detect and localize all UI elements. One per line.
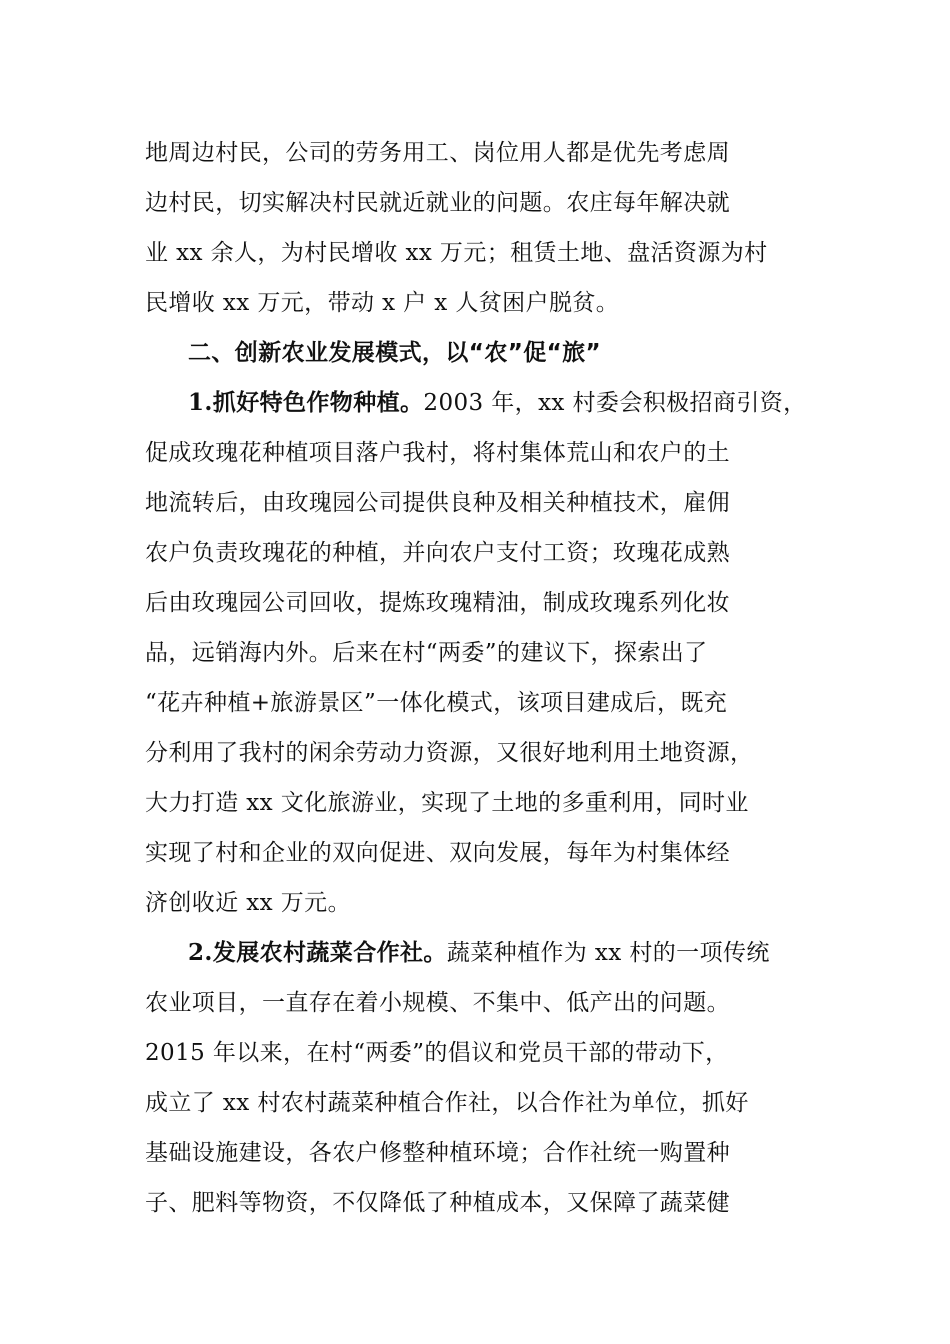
paragraph-line: 农业项目，一直存在着小规模、不集中、低产出的问题。: [145, 990, 730, 1016]
paragraph-line: 边村民，切实解决村民就近就业的问题。农庄每年解决就: [145, 190, 730, 216]
item2-lead: 2.发展农村蔬菜合作社。: [188, 939, 447, 966]
paragraph-line: 业 xx 余人，为村民增收 xx 万元；租赁土地、盘活资源为村: [145, 240, 768, 266]
paragraph-line: 2015 年以来，在村“两委”的倡议和党员干部的带动下，: [145, 1040, 729, 1066]
paragraph-line: “花卉种植+旅游景区”一体化模式，该项目建成后，既充: [145, 690, 728, 716]
paragraph-line: 子、肥料等物资，不仅降低了种植成本，又保障了蔬菜健: [145, 1190, 730, 1216]
paragraph-line: 大力打造 xx 文化旅游业，实现了土地的多重利用，同时业: [145, 790, 749, 816]
paragraph-line: 农户负责玫瑰花的种植，并向农户支付工资；玫瑰花成熟: [145, 540, 730, 566]
item1-first-rest: 2003 年，xx 村委会积极招商引资，: [423, 390, 807, 416]
paragraph-line: 济创收近 xx 万元。: [145, 890, 351, 916]
paragraph-line: 品，远销海内外。后来在村“两委”的建议下，探索出了: [145, 640, 708, 666]
paragraph-line: 分利用了我村的闲余劳动力资源，又很好地利用土地资源，: [145, 740, 754, 766]
paragraph-line: 地周边村民，公司的劳务用工、岗位用人都是优先考虑周: [145, 140, 730, 166]
paragraph-line: 成立了 xx 村农村蔬菜种植合作社，以合作社为单位，抓好: [145, 1090, 749, 1116]
paragraph-line: 促成玫瑰花种植项目落户我村，将村集体荒山和农户的土: [145, 440, 730, 466]
paragraph-line: 基础设施建设，各农户修整种植环境；合作社统一购置种: [145, 1140, 730, 1166]
section-heading: 二、创新农业发展模式，以“农”促“旅”: [188, 340, 602, 366]
item1-lead: 1.抓好特色作物种植。: [188, 389, 424, 416]
paragraph-line: 实现了村和企业的双向促进、双向发展，每年为村集体经: [145, 840, 730, 866]
paragraph-line: 民增收 xx 万元，带动 x 户 x 人贫困户脱贫。: [145, 290, 620, 316]
item2-first-rest: 蔬菜种植作为 xx 村的一项传统: [446, 940, 770, 966]
item2-first-line: [188, 937, 848, 969]
paragraph-line: 地流转后，由玫瑰园公司提供良种及相关种植技术，雇佣: [145, 490, 730, 516]
item1-first-line: [188, 387, 848, 419]
paragraph-line: 后由玫瑰园公司回收，提炼玫瑰精油，制成玫瑰系列化妆: [145, 590, 730, 616]
